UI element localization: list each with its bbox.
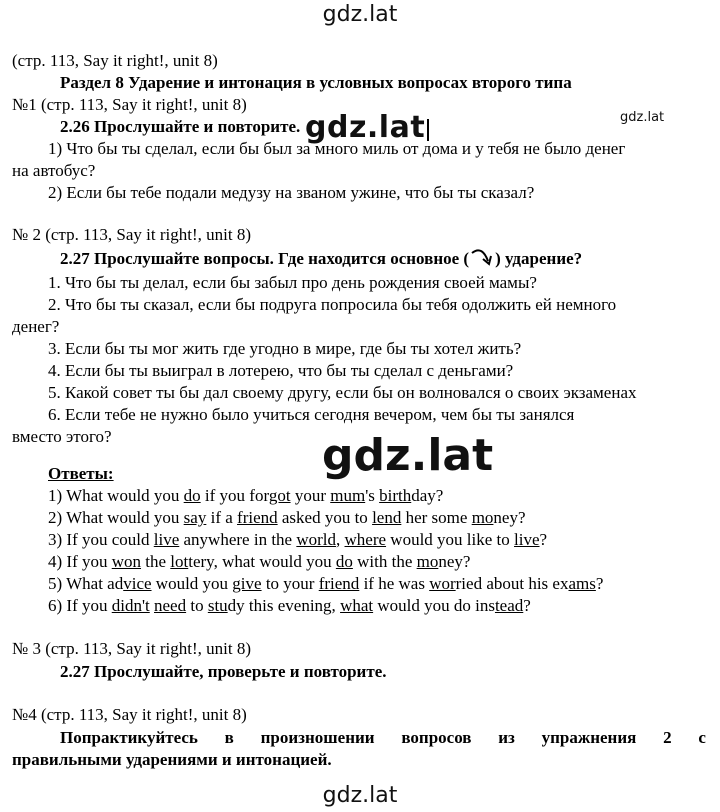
exercise-4-task — [60, 727, 706, 749]
falling-intonation-arrow-icon — [469, 247, 495, 269]
answer-text: anywhere in the — [179, 530, 297, 549]
answer-text: 4) If you — [48, 552, 112, 571]
exercise-1-task: 2.26 Прослушайте и повторите. — [60, 117, 301, 136]
stressed-syllable: birth — [379, 486, 412, 505]
section-title: Раздел 8 Ударение и интонация в условных вопросах второго типа — [60, 73, 572, 92]
stressed-syllable: wor — [429, 574, 456, 593]
stressed-syllable: won — [111, 552, 142, 571]
answer-text: 1) What would you — [48, 486, 184, 505]
stressed-syllable: where — [344, 530, 387, 549]
stressed-syllable: live — [514, 530, 540, 549]
answer-text: , — [336, 530, 345, 549]
stressed-syllable: friend — [318, 574, 360, 593]
stressed-syllable: give — [232, 574, 262, 593]
exercise-2-question-4: 4. Если бы ты выиграл в лотерею, что бы ты сделал с деньгами? — [48, 361, 514, 380]
exercise-4-task-cont: правильными ударениями и интонацией. — [12, 750, 332, 769]
stressed-syllable: lot — [170, 552, 189, 571]
task-word: упражнения — [541, 728, 637, 747]
answer-text: the — [141, 552, 171, 571]
task-word: из — [498, 728, 515, 747]
answer-text: if he was — [359, 574, 430, 593]
task-word: Попрактикуйтесь — [60, 728, 198, 747]
answer-text: if a — [206, 508, 238, 527]
stressed-syllable: what — [340, 596, 374, 615]
stressed-syllable: didn't — [111, 596, 150, 615]
exercise-2-question-3: 3. Если бы ты мог жить где угодно в мире, где бы ты хотел жить? — [48, 339, 522, 358]
exercise-2-question-6: 6. Если тебе не нужно было учиться сегодня вечером, чем бы ты занялся — [48, 405, 575, 424]
stressed-syllable: mo — [416, 552, 439, 571]
answer-text: if you for — [200, 486, 269, 505]
answers-heading: Ответы: — [48, 464, 114, 483]
answer-text: your — [290, 486, 331, 505]
answer-text: ney? — [493, 508, 526, 527]
answer-text: to — [186, 596, 208, 615]
stressed-syllable: do — [335, 552, 353, 571]
watermark-small: gdz.lat — [620, 110, 665, 125]
exercise-3-reference: № 3 (стр. 113, Say it right!, unit 8) — [12, 639, 252, 658]
task-word: вопросов — [401, 728, 472, 747]
stressed-syllable: say — [183, 508, 207, 527]
answer-text: with the — [352, 552, 417, 571]
stressed-syllable: lend — [372, 508, 402, 527]
answer-1 — [48, 485, 443, 507]
stressed-syllable: vice — [123, 574, 152, 593]
answer-text: would you do ins — [373, 596, 495, 615]
task-word: произношении — [260, 728, 375, 747]
exercise-1-item-1-cont: на автобус? — [12, 161, 96, 180]
answer-text: 6) If you — [48, 596, 112, 615]
answer-text: day? — [411, 486, 444, 505]
exercise-1-item-2: 2) Если бы тебе подали медузу на званом ужине, что бы ты сказал? — [48, 183, 535, 202]
stressed-syllable: need — [154, 596, 187, 615]
answer-text: dy this evening, — [227, 596, 341, 615]
exercise-2-question-1: 1. Что бы ты делал, если бы забыл про день рождения своей мамы? — [48, 273, 537, 292]
answer-text: would you — [151, 574, 233, 593]
exercise-2-question-2: 2. Что бы ты сказал, если бы подруга попросила бы тебя одолжить ей немного — [48, 295, 617, 314]
answer-text: to your — [261, 574, 319, 593]
exercise-2-task: 2.27 Прослушайте вопросы. Где находится основное ( ) ударение? — [60, 249, 583, 268]
stressed-syllable: do — [183, 486, 201, 505]
stressed-syllable: stu — [207, 596, 228, 615]
watermark-mid: gdz.lat — [305, 110, 429, 145]
answer-3 — [48, 529, 547, 551]
answer-text: would you like to — [386, 530, 515, 549]
answer-text: ? — [595, 574, 604, 593]
exercise-2-question-6-cont: вместо этого? — [12, 427, 112, 446]
watermark-top: gdz.lat — [322, 2, 398, 27]
exercise-4-reference: №4 (стр. 113, Say it right!, unit 8) — [12, 705, 247, 724]
answer-text: her some — [401, 508, 472, 527]
answer-5 — [48, 573, 603, 595]
answer-4 — [48, 551, 470, 573]
watermark-bottom: gdz.lat — [322, 783, 398, 808]
task-word: с — [698, 728, 706, 747]
stressed-syllable: ams — [568, 574, 596, 593]
exercise-1-reference: №1 (стр. 113, Say it right!, unit 8) — [12, 95, 247, 114]
exercise-2-reference: № 2 (стр. 113, Say it right!, unit 8) — [12, 225, 252, 244]
task-word: 2 — [663, 728, 672, 747]
answer-text: ried about his ex — [455, 574, 569, 593]
answer-text: 5) What ad — [48, 574, 124, 593]
answer-2 — [48, 507, 526, 529]
header-reference: (стр. 113, Say it right!, unit 8) — [12, 51, 218, 70]
exercise-2-question-2-cont: денег? — [12, 317, 60, 336]
answer-text: 3) If you could — [48, 530, 154, 549]
answer-text: 2) What would you — [48, 508, 184, 527]
exercise-3-task: 2.27 Прослушайте, проверьте и повторите. — [60, 662, 387, 681]
exercise-2-question-5: 5. Какой совет ты бы дал своему другу, если бы он волновался о своих экзаменах — [48, 383, 637, 402]
stressed-syllable: mum — [330, 486, 366, 505]
answer-text: tery, what would you — [188, 552, 336, 571]
answer-text: ? — [523, 596, 531, 615]
answer-text: 's — [365, 486, 380, 505]
stressed-syllable: live — [153, 530, 180, 549]
answer-text: asked you to — [277, 508, 373, 527]
stressed-syllable: tead — [494, 596, 524, 615]
answer-text: ? — [539, 530, 548, 549]
answer-text: ney? — [438, 552, 471, 571]
stressed-syllable: world — [296, 530, 337, 549]
task-word: в — [224, 728, 234, 747]
watermark-big: gdz.lat — [322, 430, 494, 481]
stressed-syllable: friend — [237, 508, 278, 527]
exercise-1-item-1: 1) Что бы ты сделал, если бы был за много миль от дома и у тебя не было денег — [48, 139, 626, 158]
stressed-syllable: mo — [471, 508, 494, 527]
answer-6 — [48, 595, 531, 617]
stressed-syllable: got — [268, 486, 291, 505]
